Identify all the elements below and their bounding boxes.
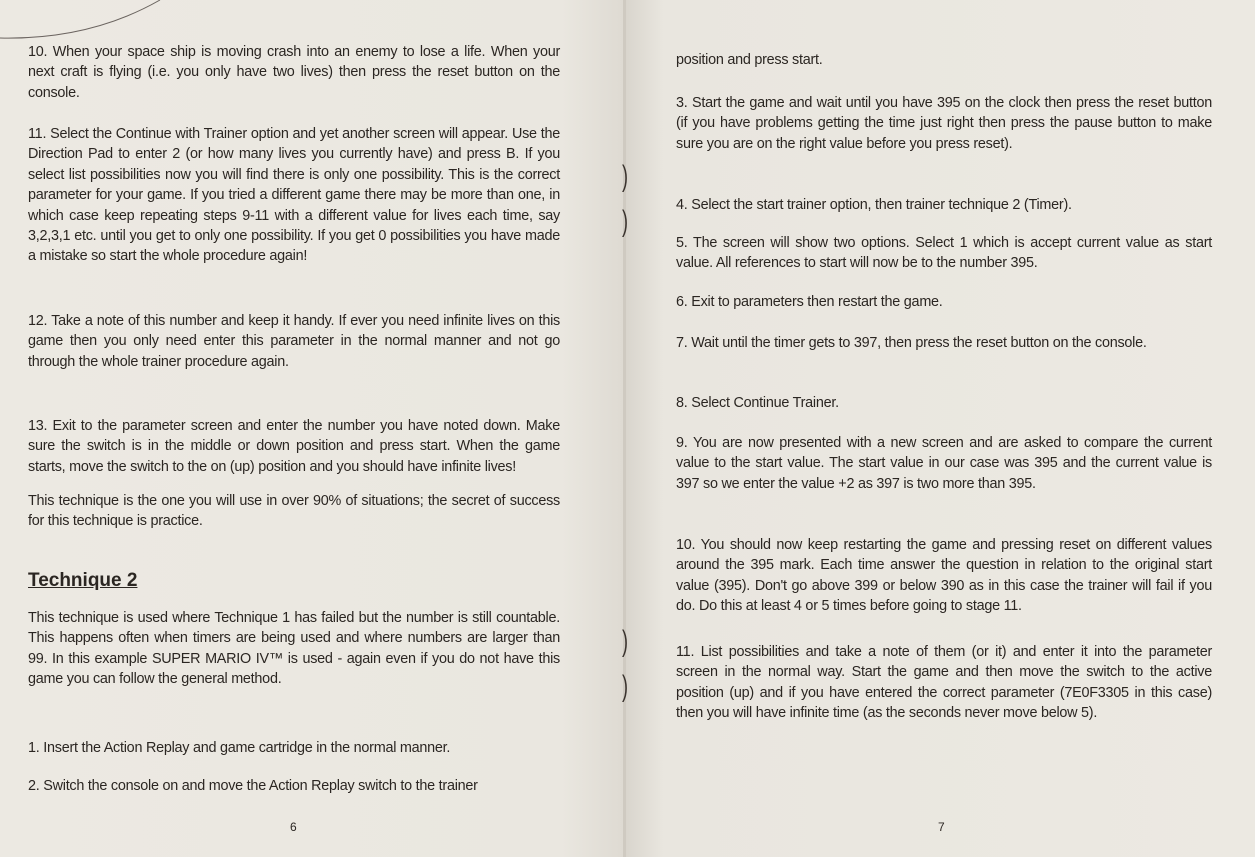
step-2-paragraph: 2. Switch the console on and move the Action Replay switch to the trainer [28, 778, 478, 794]
step-6-paragraph: 6. Exit to parameters then restart the game. [676, 294, 943, 310]
step-11-paragraph: 11. Select the Continue with Trainer option and yet another screen will appear. Use the Direction Pad to enter 2 (or how many lives you currently have) and press B. If you select list possibilities now you will find there is only one possibility. This is the correct parameter for your game. If you tried a different game there may be more than one, in which case keep repeating steps 9-11 with a different value for lives each time, say 3,2,3,1 etc. until you get to only one possibility. If you get 0 possibilities you have made a mistake so start the whole procedure again! [28, 126, 560, 265]
step-7-paragraph: 7. Wait until the timer gets to 397, then press the reset button on the console. [676, 335, 1147, 351]
left-page [0, 0, 624, 857]
staple-mark: ) [622, 160, 628, 193]
step-4-paragraph: 4. Select the start trainer option, then trainer technique 2 (Timer). [676, 197, 1072, 213]
page-number: 7 [938, 820, 945, 834]
staple-mark: ) [622, 670, 628, 703]
step-10-paragraph: 10. When your space ship is moving crash into an enemy to lose a life. When your next craft is flying (i.e. you only have two lives) then press the reset button on the console. [28, 44, 560, 101]
step-13-paragraph: 13. Exit to the parameter screen and enter the number you have noted down. Make sure the switch is in the middle or down position and press start. When the game starts, move the switch to the on (up) position and you should have infinite lives! [28, 418, 560, 475]
page-number: 6 [290, 820, 297, 834]
staple-mark: ) [622, 205, 628, 238]
technique-2-heading: Technique 2 [28, 570, 138, 591]
step-10-paragraph: 10. You should now keep restarting the game and pressing reset on different values around the 395 mark. Each time answer the question in relation to the original start value (395). Don't go above 399 or below 390 as in this case the trainer will fail if you do. Do this at least 4 or 5 times before going to stage 11. [676, 537, 1212, 615]
step-9-paragraph: 9. You are now presented with a new screen and are asked to compare the current value to the start value. The start value in our case was 395 and the current value is 397 so we enter the value +2 as 397 is two more than 395. [676, 435, 1212, 492]
summary-paragraph: This technique is the one you will use in over 90% of situations; the secret of success for this technique is practice. [28, 493, 560, 530]
step-3-paragraph: 3. Start the game and wait until you have 395 on the clock then press the reset button (if you have problems getting the time just right then press the pause button to make sure you are on the right value before you press reset). [676, 95, 1212, 152]
step-8-paragraph: 8. Select Continue Trainer. [676, 395, 839, 411]
step-12-paragraph: 12. Take a note of this number and keep it handy. If ever you need infinite lives on this game then you only need enter this parameter in the normal manner and not go through the whole trainer procedure again. [28, 313, 560, 370]
step-11-paragraph: 11. List possibilities and take a note of them (or it) and enter it into the parameter screen in the normal way. Start the game and then move the switch to the active position (up) and if you have entered the correct parameter (7E0F3305 in this case) then you will have infinite time (as the seconds never move below 5). [676, 644, 1212, 722]
technique-2-intro: This technique is used where Technique 1 has failed but the number is still countable. This happens often when timers are being used and where numbers are larger than 99. In this example SUPER MARIO IV™ is used - again even if you do not have this game you can follow the general method. [28, 610, 560, 688]
right-page [626, 0, 1255, 857]
step-5-paragraph: 5. The screen will show two options. Select 1 which is accept current value as start value. All references to start will now be to the number 395. [676, 235, 1212, 272]
staple-mark: ) [622, 625, 628, 658]
pencil-curve-mark [0, 0, 200, 45]
step-1-paragraph: 1. Insert the Action Replay and game cartridge in the normal manner. [28, 740, 451, 756]
continued-paragraph: position and press start. [676, 52, 823, 68]
